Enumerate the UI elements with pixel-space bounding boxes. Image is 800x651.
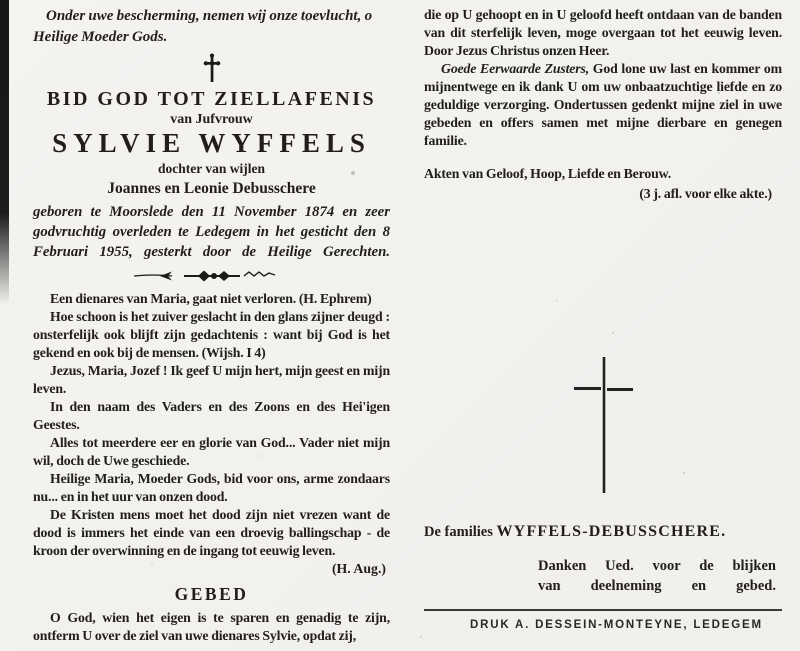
sisters-address: Goede Eerwaarde Zusters, xyxy=(441,61,589,76)
bereaved-families-line xyxy=(424,523,782,541)
paper-specks xyxy=(0,0,2,2)
augustine-citation: (H. Aug.) xyxy=(331,561,386,576)
printer-divider-rule xyxy=(424,609,782,611)
deceased-name: SYLVIE WYFFELS xyxy=(52,128,371,158)
thanks-to-sisters-text xyxy=(424,60,782,150)
in-the-name-prayer: In den naam des Vaders en des Zoons en des Hei'igen Geestes. xyxy=(33,399,390,432)
card-right-page xyxy=(424,6,782,631)
thanks-block xyxy=(538,557,776,596)
indulgence-note: (3 j. afl. voor elke akte.) xyxy=(639,186,772,201)
prayer-continuation-text: die op U gehoopt en in U geloofd heeft ontdaan van de banden van dit sterfelijk leven, moge overgaan tot het eeuwig leven. Door Jezus Christus onzen Heer. xyxy=(424,7,782,58)
marian-invocation: Onder uwe bescherming, nemen wij onze toevlucht, o Heilige Moeder Gods. xyxy=(33,8,373,45)
prayer-call-heading: BID GOD TOT ZIELLAFENIS xyxy=(46,88,377,110)
jesus-mary-joseph-prayer: Jezus, Maria, Jozef ! Ik geef U mijn hert, mijn geest en mijn leven. xyxy=(33,363,390,396)
card-left-page xyxy=(33,6,390,645)
parents-names: Joannes en Leonie Debusschere xyxy=(107,180,316,197)
holy-mary-prayer: Heilige Maria, Moeder Gods, bid voor ons, arme zondaars nu... en in het uur van onzen dood. xyxy=(33,471,390,504)
of-miss-line: van Jufvrouw xyxy=(170,112,253,127)
thanks-line-1: Danken Ued. voor de blijken xyxy=(538,558,776,574)
quote-ephrem: Een dienares van Maria, gaat niet verloren. (H. Ephrem) xyxy=(50,291,372,306)
families-lead-text: De families xyxy=(424,524,497,540)
latin-cross-icon xyxy=(571,355,635,495)
families-surname: WYFFELS-DEBUSSCHERE. xyxy=(496,523,727,540)
acts-of-faith-line: Akten van Geloof, Hoop, Liefde en Berouw. xyxy=(424,166,671,181)
thanks-line-2: van deelneming en gebed. xyxy=(538,577,776,594)
prayer-section-heading: GEBED xyxy=(174,584,249,604)
birth-death-dates: geboren te Moorslede den 11 November 1874 en zeer godvruchtig overleden te Ledegem in het gesticht den 8 Februari 1955, gesterkt door de Heilige Gerechten. xyxy=(33,204,390,260)
glory-of-god-prayer: Alles tot meerdere eer en glorie van God... Vader niet mijn wil, doch de Uwe geschiede. xyxy=(33,435,390,468)
daughter-of-line: dochter van wijlen xyxy=(158,161,265,176)
printer-imprint: DRUK A. DESSEIN-MONTEYNE, LEDEGEM xyxy=(470,619,763,631)
ornamental-divider xyxy=(132,268,292,282)
scan-edge-artifact xyxy=(0,0,9,305)
prayer-opening-text: O God, wien het eigen is te sparen en genadig te zijn, ontferm U over de ziel van uwe dienares Sylvie, opdat zij, xyxy=(33,610,390,643)
christian-death-text: De Kristen mens moet het dood zijn niet vrezen want de dood is immers het einde van een droevig ballingschap - de kroon der overwinning en de ingang tot eeuwig leven. xyxy=(33,507,390,558)
sisters-thanks-body: God lone uw last en kommer om mijnentwege en ik dank U om uw onbaatzuchtige liefde en zo geduldige verzorging. Ondertussen gedenkt mijne ziel in uwe gebeden en offers samen met mijne dierbare en genegen familie. xyxy=(424,61,782,148)
budded-cross-icon xyxy=(202,53,222,84)
quote-wisdom: Hoe schoon is het zuiver geslacht in den glans zijner deugd : onsterfelijk ook blijft zijn gedachtenis : want bij God is het gekend en ook bij de mensen. (Wijsh. I 4) xyxy=(33,309,390,360)
